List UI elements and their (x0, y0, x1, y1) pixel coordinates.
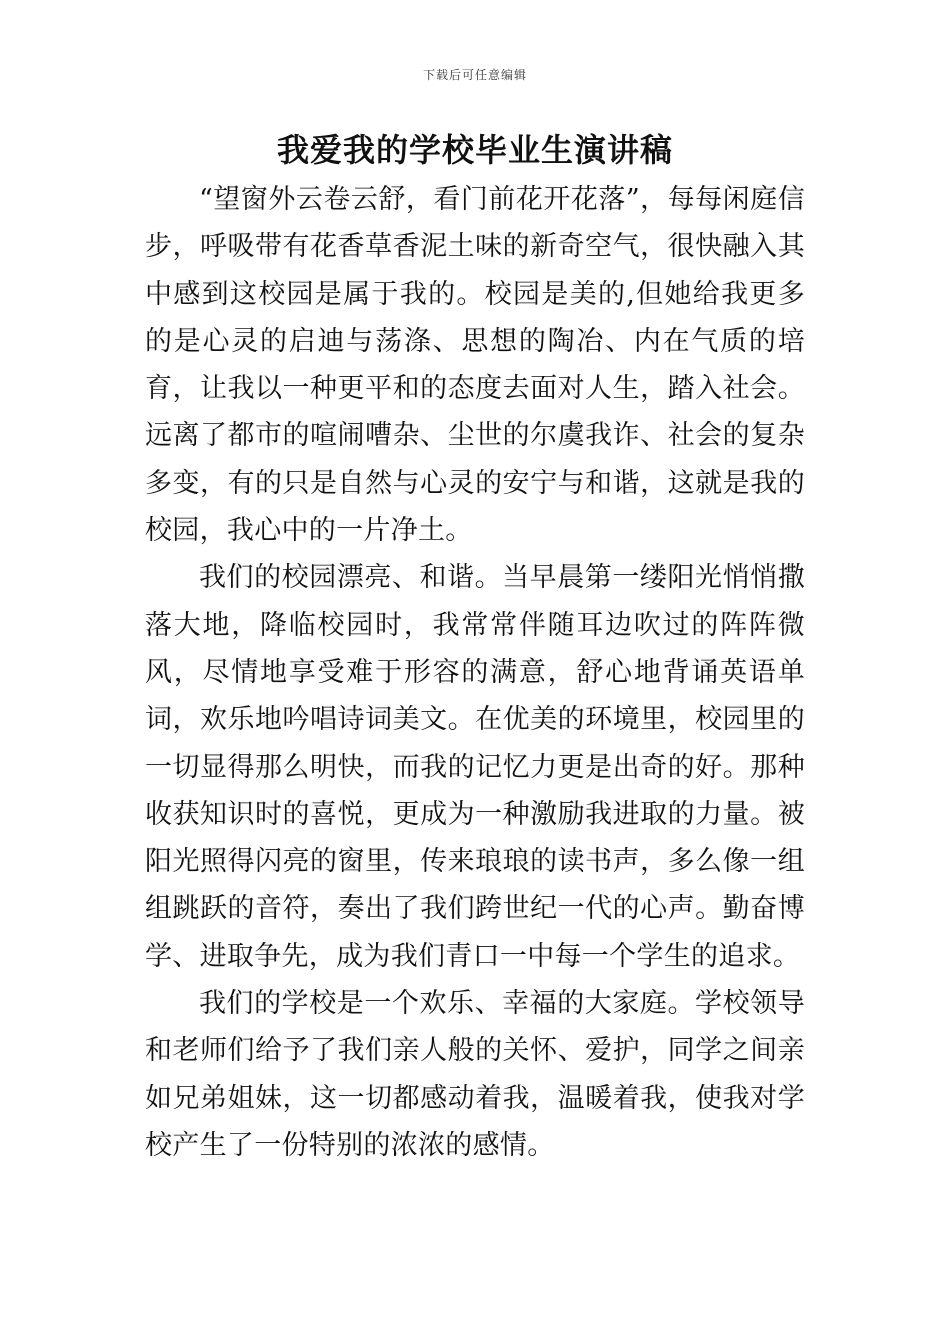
page-title: 我爱我的学校毕业生演讲稿 (276, 131, 673, 169)
document-body (145, 176, 805, 1169)
paragraph-2: 我们的校园漂亮、和谐。当早晨第一缕阳光悄悄撒落大地，降临校园时，我常常伴随耳边吹过的阵阵微风，尽情地享受难于形容的满意，舒心地背诵英语单词，欢乐地吟唱诗词美文。在优美的环境里，校园里的一切显得那么明快，而我的记忆力更是出奇的好。那种收获知识时的喜悦，更成为一种激励我进取的力量。被阳光照得闪亮的窗里，传来琅琅的读书声，多么像一组组跳跃的音符，奏出了我们跨世纪一代的心声。勤奋博学、进取争先，成为我们青口一中每一个学生的追求。 (145, 562, 805, 972)
header-note: 下载后可任意编辑 (422, 68, 527, 82)
paragraph-3: 我们的学校是一个欢乐、幸福的大家庭。学校领导和老师们给予了我们亲人般的关怀、爱护，同学之间亲如兄弟姐妹，这一切都感动着我，温暖着我，使我对学校产生了一份特别的浓浓的感情。 (145, 988, 805, 1161)
paragraph-1: “望窗外云卷云舒，看门前花开花落”，每每闲庭信步，呼吸带有花香草香泥土味的新奇空气，很快融入其中感到这校园是属于我的。校园是美的,但她给我更多的是心灵的启迪与荡涤、思想的陶冶、内在气质的培育，让我以一种更平和的态度去面对人生，踏入社会。远离了都市的喧闹嘈杂、尘世的尔虞我诈、社会的复杂多变，有的只是自然与心灵的安宁与和谐，这就是我的校园，我心中的一片净土。 (145, 184, 805, 547)
